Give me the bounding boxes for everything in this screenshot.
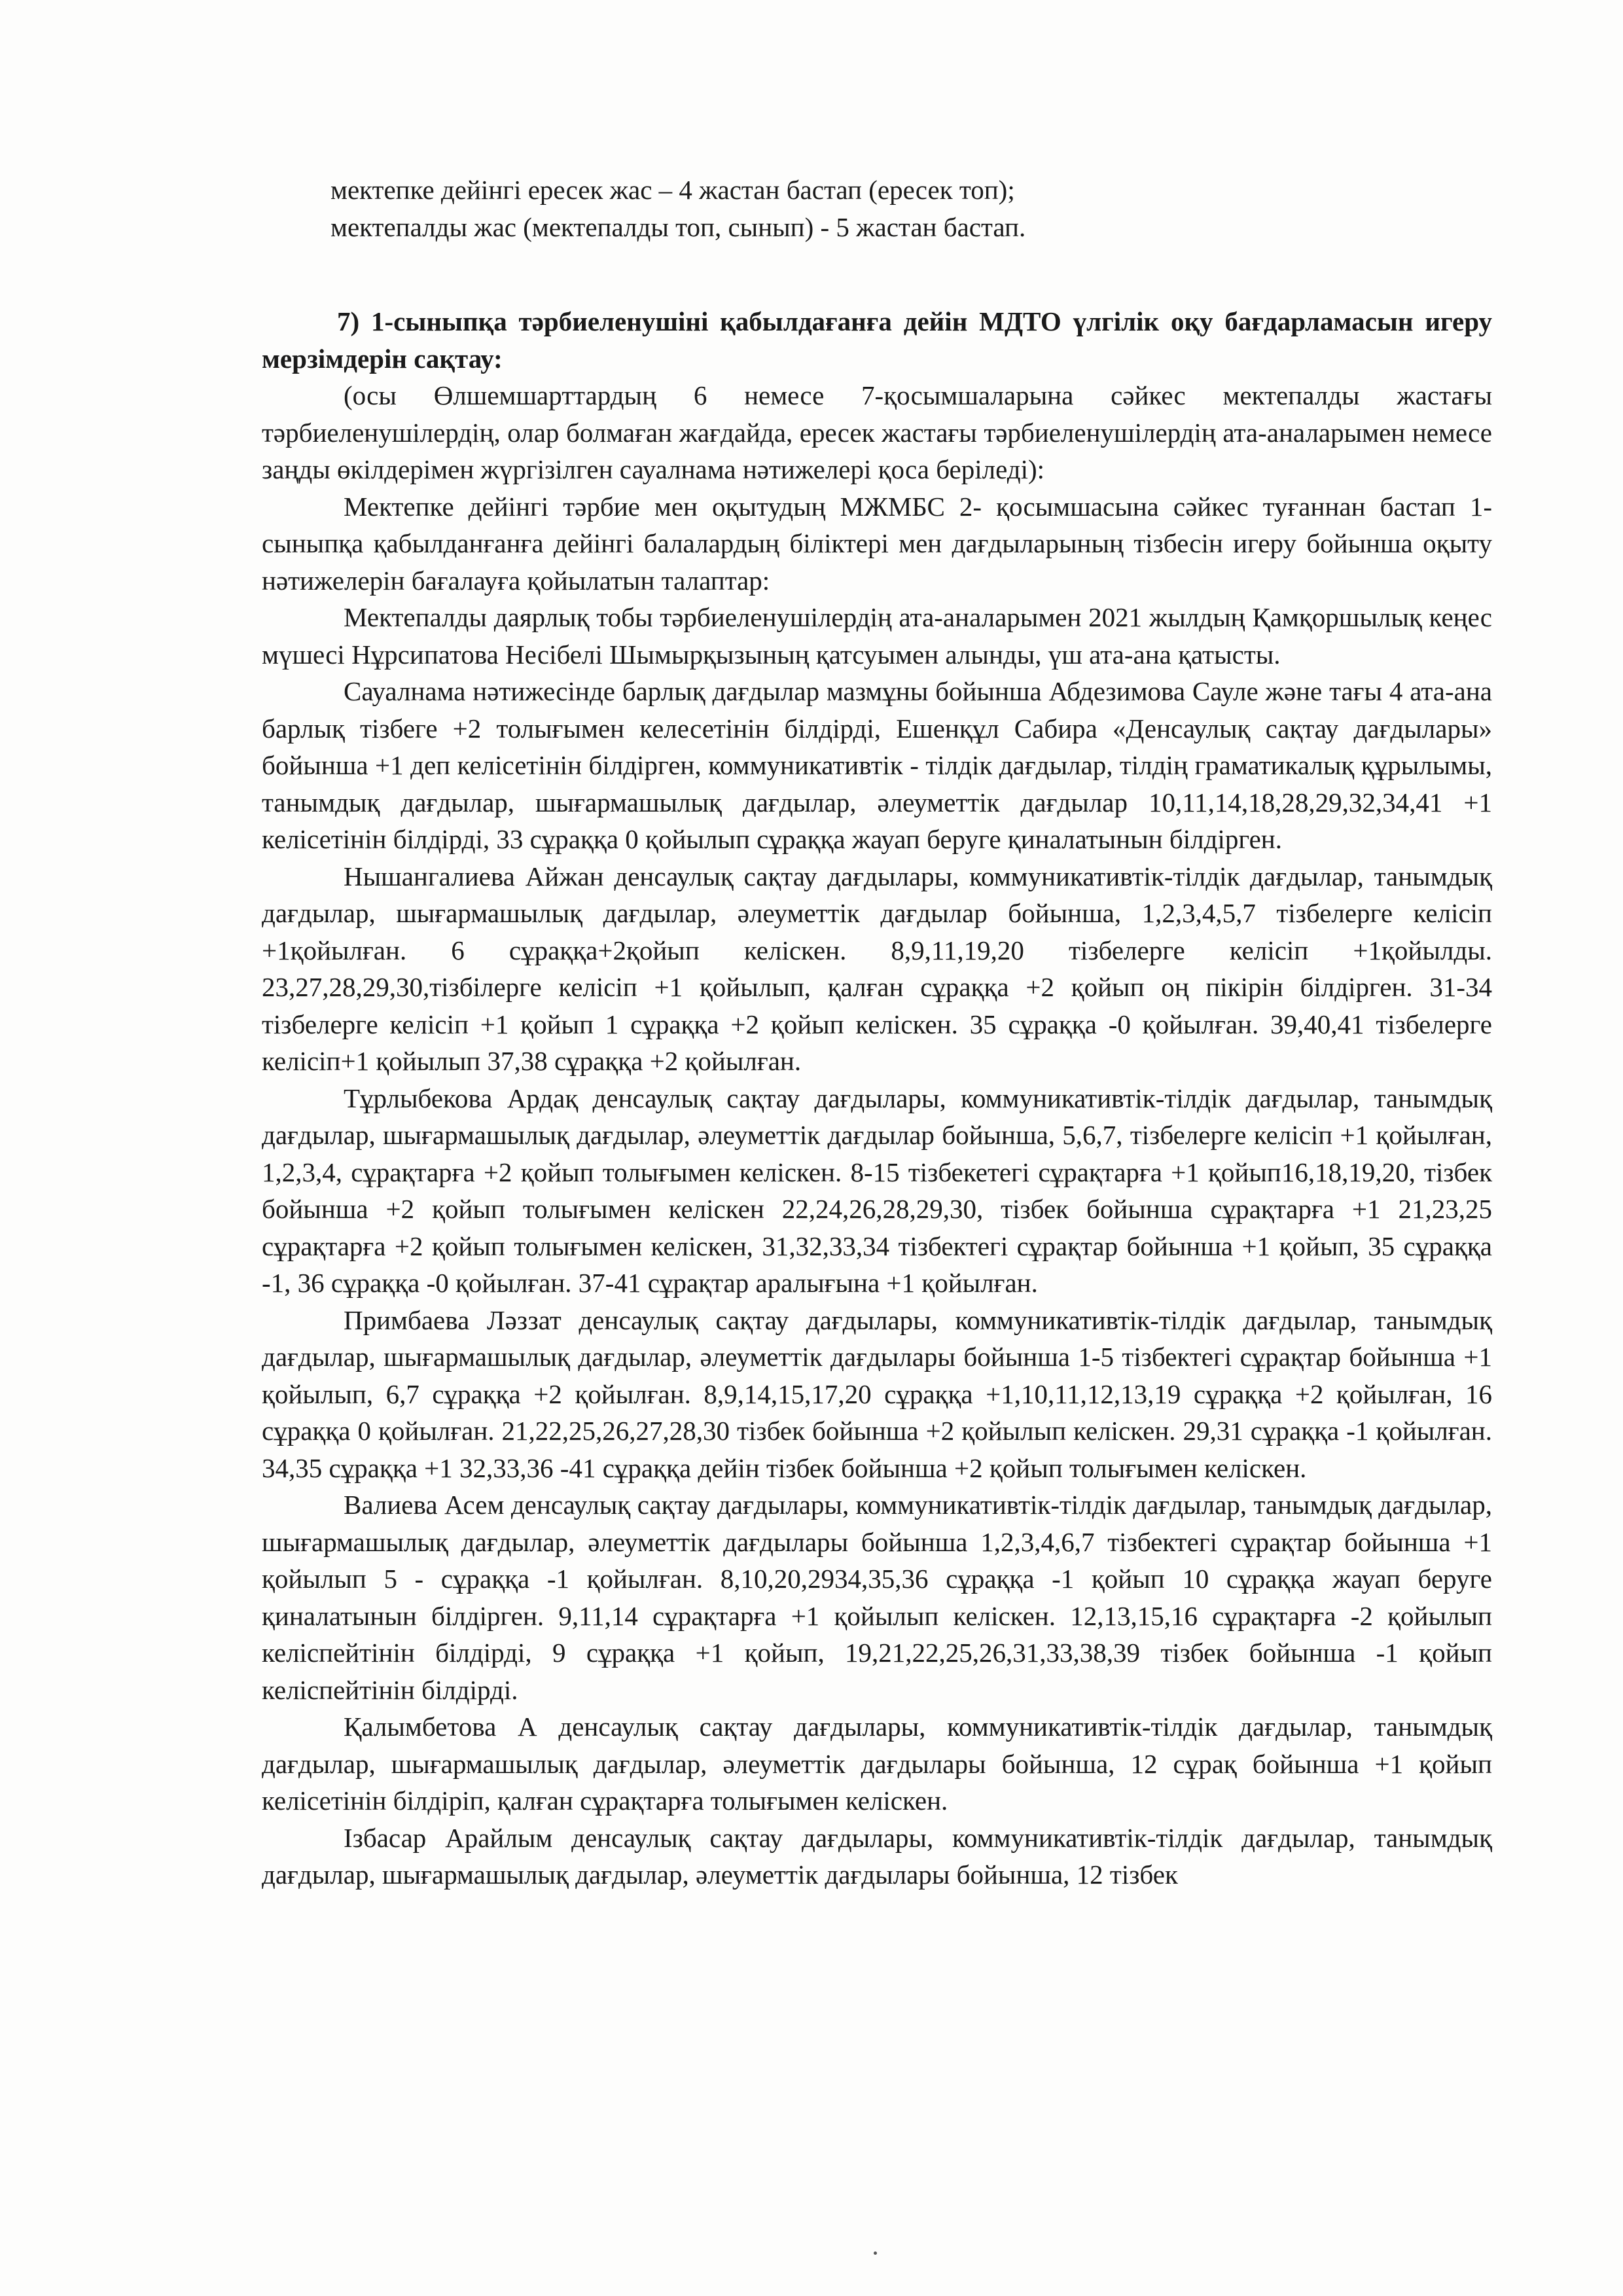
paragraph-requirements: Мектепке дейінгі тәрбие мен оқытудың МЖМБС 2- қосымшасына сәйкес туғаннан бастап 1-сыныпқа қабылданғанға дейінгі балалардың біліктері мен дағдыларының тізбесін игеру бойынша оқыту нәтижелерін бағалауға қойылатын талаптар:: [262, 491, 1492, 596]
age-line: мектепке дейінгі ересек жас – 4 жастан бастап (ересек топ);: [330, 175, 1015, 205]
document-body: [262, 171, 1492, 1893]
paragraph-parent-response: Тұрлыбекова Ардақ денсаулық сақтау дағдылары, коммуникативтік-тілдік дағдылар, танымдық дағдылар, шығармашылық дағдылар, әлеуметтік дағдылар бойынша, 5,6,7, тізбелерге келісіп +1 қойылған, 1,2,3,4, сұрақтарға +2 қойып толығымен келіскен. 8-15 тізбекетегі сұрақтарға +1 қойып16,18,19,20, тізбек бойынша +2 қойып толығымен келіскен 22,24,26,28,29,30, тізбек бойынша сұрақтарға +1 21,23,25 сұрақтарға +2 қойып толығымен келіскен, 31,32,33,34 тізбектегі сұрақтар бойынша +1 қойып, 35 сұраққа -1, 36 сұраққа -0 қойылған. 37-41 сұрақтар аралығына +1 қойылған.: [262, 1083, 1492, 1298]
paragraph-survey-participants: Мектепалды даярлық тобы тәрбиеленушілердің ата-аналарымен 2021 жылдың Қамқоршылық кеңес мүшесі Нұрсипатова Несібелі Шымырқызының қатсуымен алынды, үш ата-ана қатысты.: [262, 602, 1492, 670]
scan-speck: [874, 2251, 877, 2255]
paragraph-parent-response: Примбаева Ләззат денсаулық сақтау дағдылары, коммуникативтік-тілдік дағдылар, танымдық дағдылар, шығармашылық дағдылар, әлеуметтік дағдылары бойынша 1-5 тізбектегі сұрақтар бойынша +1 қойылып, 6,7 сұраққа +2 қойылған. 8,9,14,15,17,20 сұраққа +1,10,11,12,13,19 сұраққа +2 қойылған, 16 сұраққа 0 қойылған. 21,22,25,26,27,28,30 тізбек бойынша +2 қойылып келіскен. 29,31 сұраққа -1 қойылған. 34,35 сұраққа +1 32,33,36 -41 сұраққа дейін тізбек бойынша +2 қойып толығымен келіскен.: [262, 1304, 1492, 1483]
age-line: мектепалды жас (мектепалды топ, сынып) - 5 жастан бастап.: [330, 211, 1026, 242]
paragraph-parent-response: Нышангалиева Айжан денсаулық сақтау дағдылары, коммуникативтік-тілдік дағдылар, танымдық дағдылар, шығармашылық дағдылар, әлеуметтік дағдылар бойынша, 1,2,3,4,5,7 тізбелерге келісіп +1қойылған. 6 сұраққа+2қойып келіскен. 8,9,11,19,20 тізбелерге келісіп +1қойылды. 23,27,28,29,30,тізбілерге келісіп +1 қойылып, қалған сұраққа +2 қойып оң пікірін білдірген. 31-34 тізбелерге келісіп +1 қойып 1 сұраққа +2 қойып келіскен. 35 сұраққа -0 қойылған. 39,40,41 тізбелерге келісіп+1 қойылып 37,38 сұраққа +2 қойылған.: [262, 861, 1492, 1076]
paragraph-parent-response: Валиева Асем денсаулық сақтау дағдылары, коммуникативтік-тілдік дағдылар, танымдық дағдылар, шығармашылық дағдылар, әлеуметтік дағдылары бойынша 1,2,3,4,6,7 тізбектегі сұрақтар бойынша +1 қойылып 5 - сұраққа -1 қойылған. 8,10,20,2934,35,36 сұраққа -1 қойып 10 сұраққа жауап беруге қиналатынын білдірген. 9,11,14 сұрақтарға +1 қойылып келіскен. 12,13,15,16 сұрақтарға -2 қойылып келіспейтінін білдірді, 9 сұраққа +1 қойып, 19,21,22,25,26,31,33,38,39 тізбек бойынша -1 қойып келіспейтінін білдірді.: [262, 1490, 1492, 1705]
paragraph-parent-response: Ізбасар Арайлым денсаулық сақтау дағдылары, коммуникативтік-тілдік дағдылар, танымдық дағдылар, шығармашылық дағдылар, әлеуметтік дағдылары бойынша, 12 тізбек: [262, 1822, 1492, 1890]
section-heading: 7) 1-сыныпқа тәрбиеленушіні қабылдағанға дейін МДТО үлгілік оқу бағдарламасын игеру мерзімдерін сақтау:: [262, 306, 1492, 374]
paragraph-survey-note: (осы Өлшемшарттардың 6 немесе 7-қосымшаларына сәйкес мектепалды жастағы тәрбиеленушілердің, олар болмаған жағдайда, ересек жастағы тәрбиеленушілердің ата-аналарымен немесе заңды өкілдерімен жүргізілген сауалнама нәтижелері қоса беріледі):: [262, 380, 1492, 484]
paragraph-parent-response: Қалымбетова А денсаулық сақтау дағдылары, коммуникативтік-тілдік дағдылар, танымдық дағдылар, шығармашылық дағдылар, әлеуметтік дағдылары бойынша, 12 сұрақ бойынша +1 қойып келісетінін білдіріп, қалған сұрақтарға толығымен келіскен.: [262, 1712, 1492, 1816]
paragraph-survey-results: Сауалнама нәтижесінде барлық дағдылар мазмұны бойынша Абдезимова Сауле және тағы 4 ата-ана барлық тізбеге +2 толығымен келесетінін білдірді, Ешенқұл Сабира «Денсаулық сақтау дағдылары» бойынша +1 деп келісетінін білдірген, коммуникативтік - тілдік дағдылар, тілдің граматикалық құрылымы, танымдық дағдылар, шығармашылық дағдылар, әлеуметтік дағдылар 10,11,14,18,28,29,32,34,41 +1 келісетінін білдірді, 33 сұраққа 0 қойылып сұраққа жауап беруге қиналатынын білдірген.: [262, 676, 1492, 854]
